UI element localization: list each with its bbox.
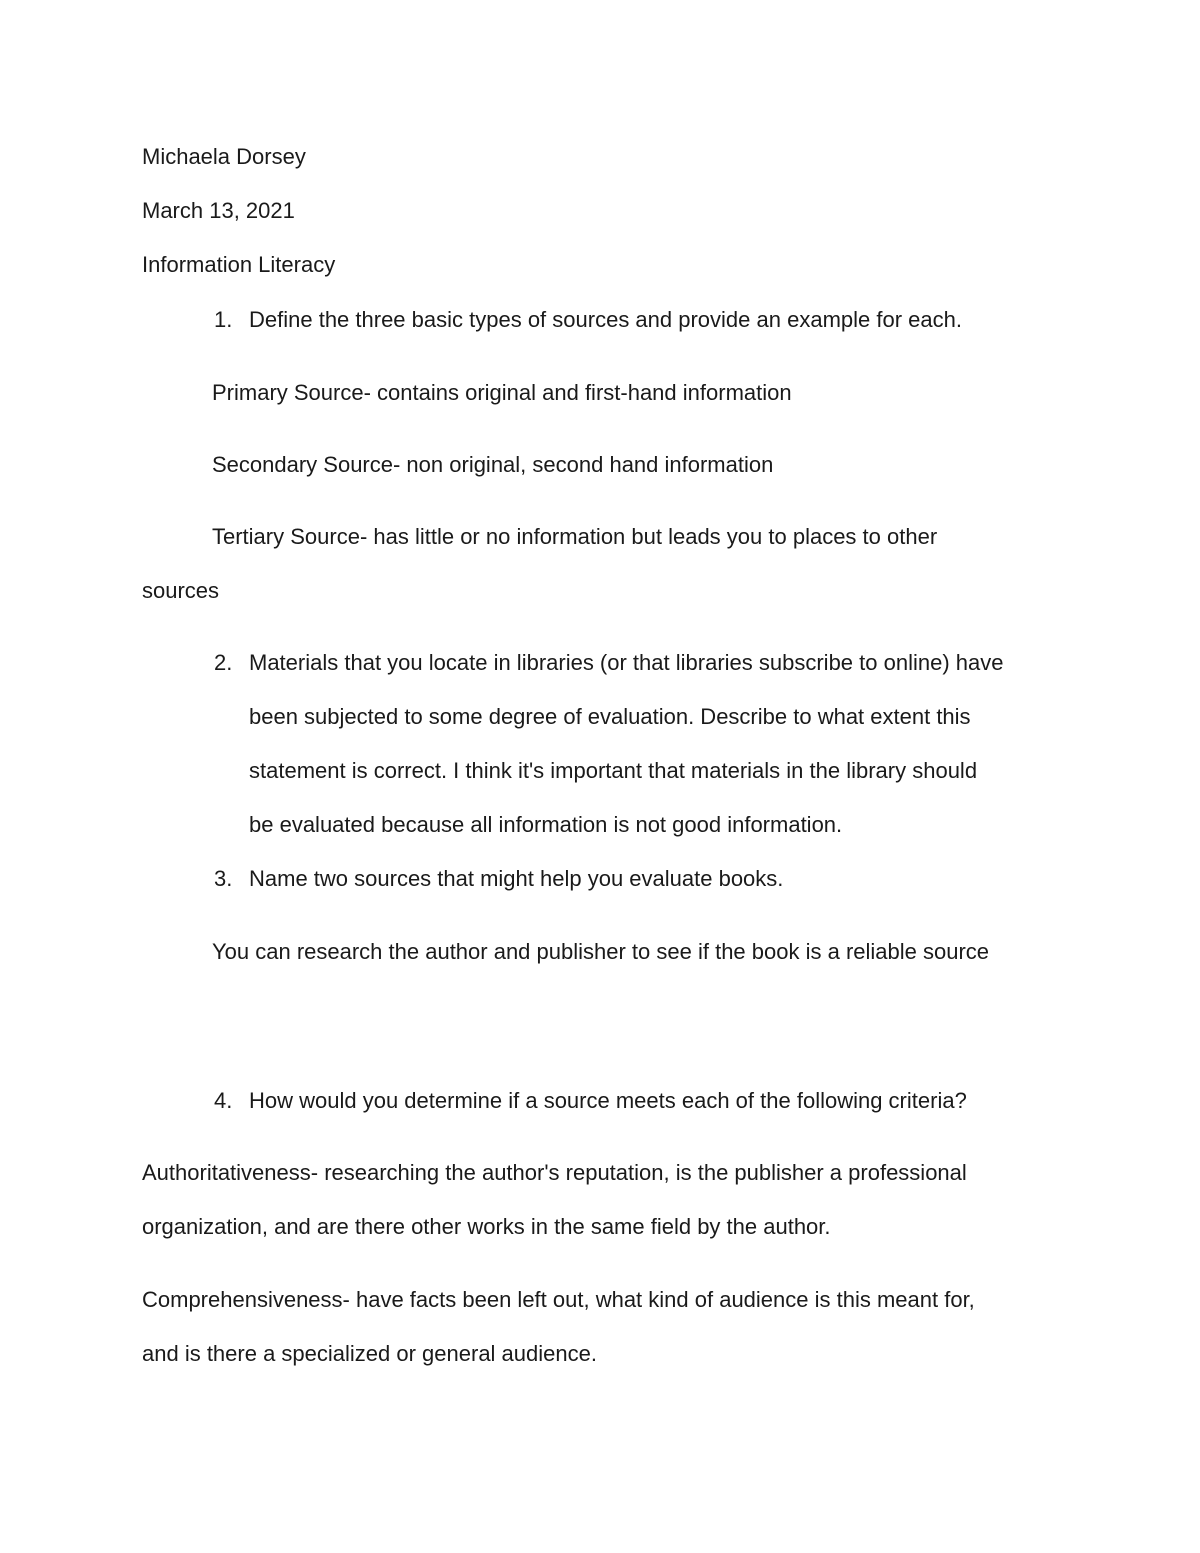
question-3-answer: You can research the author and publisher to see if the book is a reliable source [212,939,990,964]
list-number-3: 3. [214,866,233,891]
authoritativeness-answer-line1: Authoritativeness- researching the author's reputation, is the publisher a professional [142,1160,967,1185]
document-title: Information Literacy [142,252,336,277]
question-3: Name two sources that might help you evaluate books. [249,866,784,891]
question-2-line3: statement is correct. I think it's important that materials in the library should [249,758,978,783]
secondary-source-answer: Secondary Source- non original, second hand information [212,452,774,477]
question-1: Define the three basic types of sources and provide an example for each. [249,307,962,332]
document-date: March 13, 2021 [142,198,295,223]
author-name: Michaela Dorsey [142,144,306,169]
question-2-line1: Materials that you locate in libraries (or that libraries subscribe to online) have [249,650,1004,675]
comprehensiveness-answer-line1: Comprehensiveness- have facts been left out, what kind of audience is this meant for, [142,1287,975,1312]
tertiary-source-answer-line1: Tertiary Source- has little or no information but leads you to places to other [212,524,938,549]
list-number-4: 4. [214,1088,233,1113]
comprehensiveness-answer-line2: and is there a specialized or general audience. [142,1341,597,1366]
list-number-2: 2. [214,650,233,675]
question-2-line4: be evaluated because all information is not good information. [249,812,843,837]
tertiary-source-answer-line2: sources [142,578,220,603]
question-2-line2: been subjected to some degree of evaluation. Describe to what extent this [249,704,971,729]
primary-source-answer: Primary Source- contains original and first-hand information [212,380,792,405]
authoritativeness-answer-line2: organization, and are there other works in the same field by the author. [142,1214,831,1239]
list-number-1: 1. [214,307,233,332]
question-4: How would you determine if a source meets each of the following criteria? [249,1088,967,1113]
